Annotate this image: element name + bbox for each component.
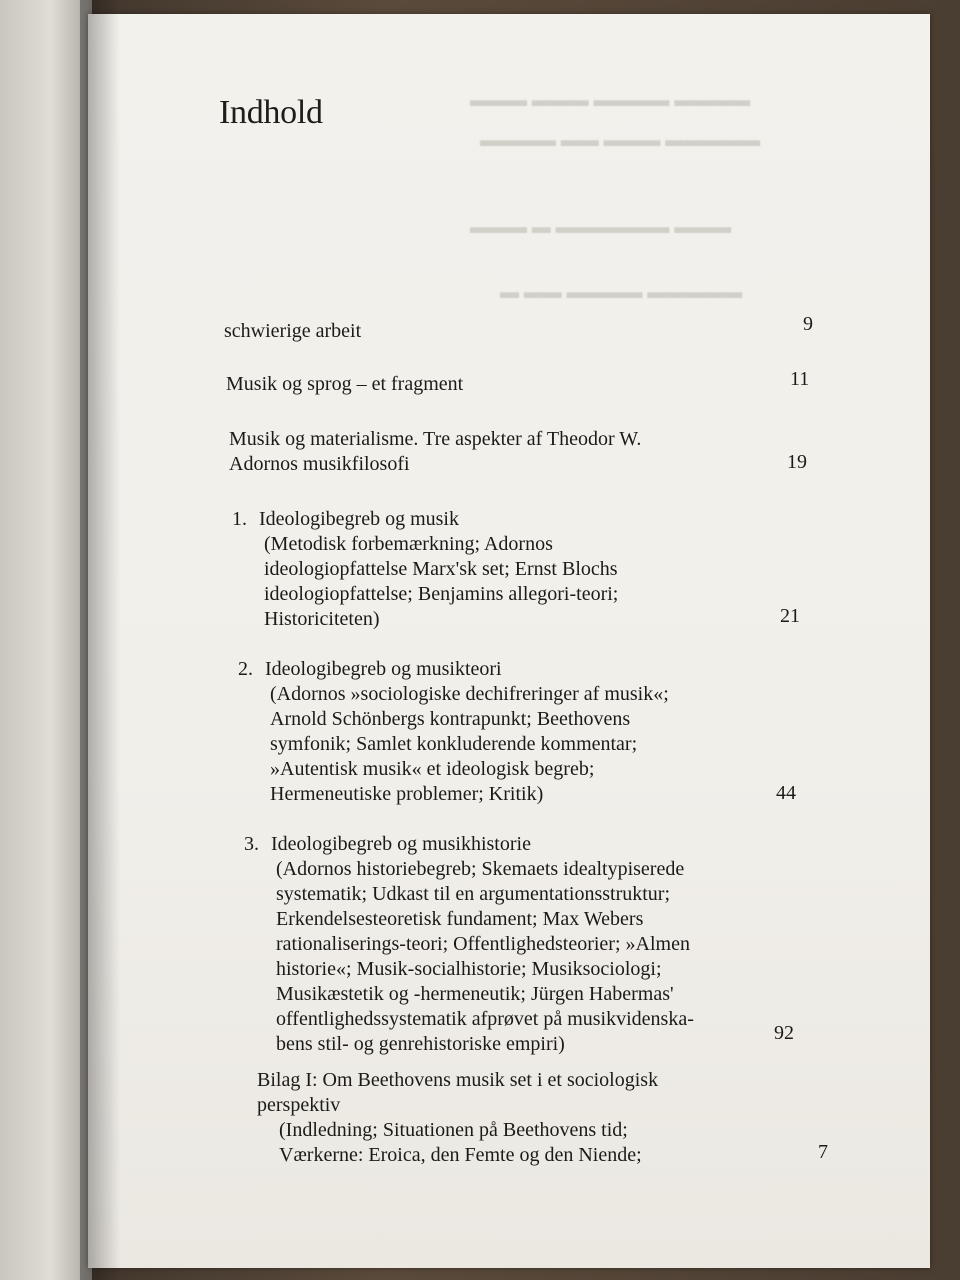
- toc-section-2: [238, 657, 669, 807]
- page-number: 7: [818, 1141, 828, 1163]
- section-number: 2.: [238, 658, 253, 680]
- toc-entry-title-line: Musik og materialisme. Tre aspekter af Theodor W.: [229, 428, 642, 450]
- section-title: Ideologibegreb og musikteori: [265, 658, 502, 680]
- detail-line: ideologiopfattelse; Benjamins allegori-teori;: [264, 583, 619, 605]
- section-detail: [276, 857, 694, 1057]
- toc-entry-3: [229, 427, 641, 477]
- toc-heading: Indhold: [219, 94, 323, 131]
- detail-line: Arnold Schönbergs kontrapunkt; Beethovens: [270, 708, 631, 730]
- section-title: Ideologibegreb og musikhistorie: [271, 833, 531, 855]
- toc-entry-title-line: Adornos musikfilosofi: [229, 453, 410, 475]
- detail-line: symfonik; Samlet konkluderende kommentar;: [270, 733, 638, 755]
- appendix-title-line: Bilag I: Om Beethovens musik set i et sociologisk: [257, 1069, 659, 1091]
- book-gutter-shadow: [80, 0, 120, 1280]
- toc-section-3: [244, 832, 694, 1057]
- detail-line: systematik; Udkast til en argumentationsstruktur;: [276, 883, 671, 905]
- detail-line: Musikæstetik og -hermeneutik; Jürgen Habermas': [276, 983, 674, 1005]
- detail-line: offentlighedssystematik afprøvet på musikvidenska-: [276, 1008, 694, 1030]
- toc-entry-title: schwierige arbeit: [224, 320, 362, 342]
- detail-line: Historiciteten): [264, 608, 380, 630]
- toc-entry-title: Musik og sprog – et fragment: [226, 373, 464, 395]
- detail-line: ideologiopfattelse Marx'sk set; Ernst Blochs: [264, 558, 618, 580]
- section-detail: [264, 532, 618, 632]
- show-through-block-3: ▬▬▬ ▬▬▬▬▬▬ ▬ ▬▬▬: [470, 217, 732, 238]
- detail-line: historie«; Musik-socialhistorie; Musiksociologi;: [276, 958, 662, 980]
- toc-entry-2: [226, 372, 463, 397]
- detail-line: rationaliserings-teori; Offentlighedsteorier; »Almen: [276, 933, 690, 955]
- detail-line: bens stil- og genrehistoriske empiri): [276, 1033, 565, 1055]
- toc-section-1: [232, 507, 618, 632]
- detail-line: (Adornos historiebegreb; Skemaets idealtypiserede: [276, 858, 685, 880]
- show-through-block-2: ▬▬▬▬▬ ▬▬▬ ▬▬ ▬▬▬▬: [480, 130, 761, 151]
- detail-line: Erkendelsesteoretisk fundament; Max Webers: [276, 908, 644, 930]
- detail-line: (Metodisk forbemærkning; Adornos: [264, 533, 553, 555]
- facing-page-edge: [0, 0, 92, 1280]
- appendix-title-line: perspektiv: [257, 1094, 341, 1116]
- detail-line: Hermeneutiske problemer; Kritik): [270, 783, 544, 805]
- toc-section-3-page: 92: [774, 1022, 794, 1044]
- toc-appendix-1: [257, 1068, 658, 1168]
- toc-section-1-page: 21: [780, 605, 800, 627]
- detail-line: Værkerne: Eroica, den Femte og den Niende;: [279, 1144, 642, 1166]
- detail-line: (Adornos »sociologiske dechifreringer af musik«;: [270, 683, 669, 705]
- show-through-block-1: ▬▬▬▬ ▬▬▬▬ ▬▬▬ ▬▬▬: [470, 90, 751, 111]
- toc-entry-3-page: 19: [787, 451, 807, 473]
- show-through-block-4: ▬▬▬▬▬ ▬▬▬▬ ▬▬ ▬: [500, 282, 743, 303]
- section-detail: [270, 682, 669, 807]
- section-number: 3.: [244, 833, 259, 855]
- toc-entry-2-page: 11: [790, 368, 810, 390]
- appendix-detail: [279, 1118, 658, 1168]
- toc-entry-1-page: 9: [803, 313, 813, 335]
- toc-section-2-page: 44: [776, 782, 796, 804]
- section-title: Ideologibegreb og musik: [259, 508, 459, 530]
- toc-entry-1: [224, 319, 361, 344]
- detail-line: »Autentisk musik« et ideologisk begreb;: [270, 758, 595, 780]
- section-number: 1.: [232, 508, 247, 530]
- detail-line: (Indledning; Situationen på Beethovens tid;: [279, 1119, 628, 1141]
